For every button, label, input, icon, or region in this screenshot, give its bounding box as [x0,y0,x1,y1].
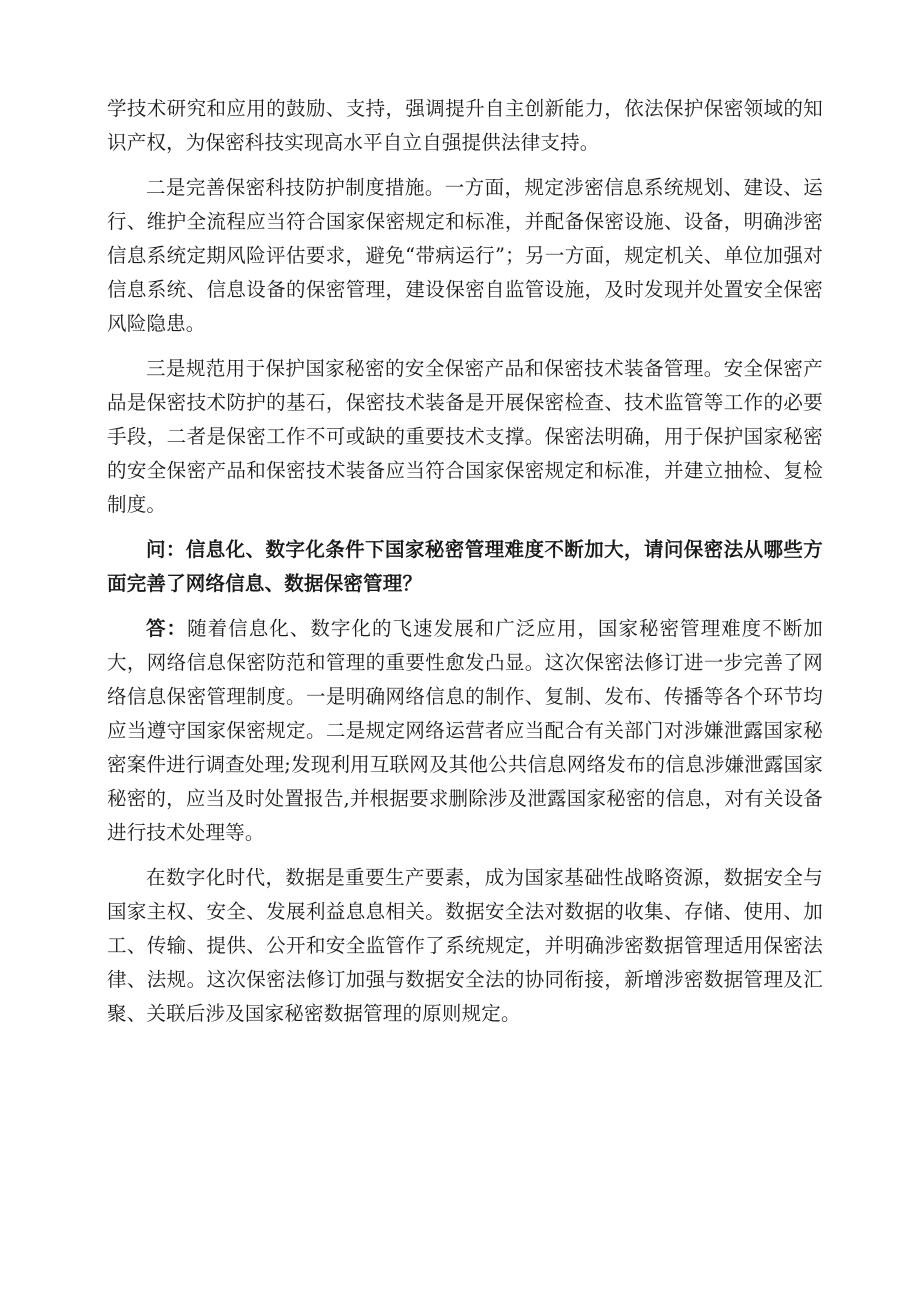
paragraph-text: 学技术研究和应用的鼓励、支持，强调提升自主创新能力，依法保护保密领域的知识产权，为保密科技实现高水平自立自强提供法律支持。 [107,97,823,154]
question-paragraph [107,533,823,601]
answer-label: 答： [146,617,188,640]
answer-text: 随着信息化、数字化的飞速发展和广泛应用，国家秘密管理难度不断加大，网络信息保密防范和管理的重要性愈发凸显。这次保密法修订进一步完善了网络信息保密管理制度。一是明确网络信息的制作、复制、发布、传播等各个环节均应当遵守国家保密规定。二是规定网络运营者应当配合有关部门对涉嫌泄露国家秘密案件进行调查处理;发现利用互联网及其他公共信息网络发布的信息涉嫌泄露国家秘密的，应当及时处置报告,并根据要求删除涉及泄露国家秘密的信息，对有关设备进行技术处理等。 [107,617,824,844]
paragraph-tech-protection [107,171,823,341]
paragraph-text: 三是规范用于保护国家秘密的安全保密产品和保密技术装备管理。安全保密产品是保密技术防护的基石，保密技术装备是开展保密检查、技术监管等工作的必要手段，二者是保密工作不可或缺的重要技术支撑。保密法明确，用于保护国家秘密的安全保密产品和保密技术装备应当符合国家保密规定和标准，并建立抽检、复检制度。 [107,357,823,516]
paragraph-text: 二是完善保密科技防护制度措施。一方面，规定涉密信息系统规划、建设、运行、维护全流程应当符合国家保密规定和标准，并配备保密设施、设备，明确涉密信息系统定期风险评估要求，避免“带病运行”；另一方面，规定机关、单位加强对信息系统、信息设备的保密管理，建设保密自监管设施，及时发现并处置安全保密风险隐患。 [107,176,823,335]
paragraph-continuation [107,92,823,160]
document-page [107,92,823,1031]
paragraph-security-products [107,352,823,522]
answer-paragraph [107,612,823,850]
question-text: 信息化、数字化条件下国家秘密管理难度不断加大，请问保密法从哪些方面完善了网络信息、数据保密管理？ [107,538,823,595]
paragraph-text: 在数字化时代，数据是重要生产要素，成为国家基础性战略资源，数据安全与国家主权、安全、发展利益息息相关。数据安全法对数据的收集、存储、使用、加工、传输、提供、公开和安全监管作了系统规定，并明确涉密数据管理适用保密法律、法规。这次保密法修订加强与数据安全法的协同衔接，新增涉密数据管理及汇聚、关联后涉及国家秘密数据管理的原则规定。 [107,866,823,1025]
paragraph-data-security [107,861,823,1031]
question-label: 问： [146,538,186,561]
